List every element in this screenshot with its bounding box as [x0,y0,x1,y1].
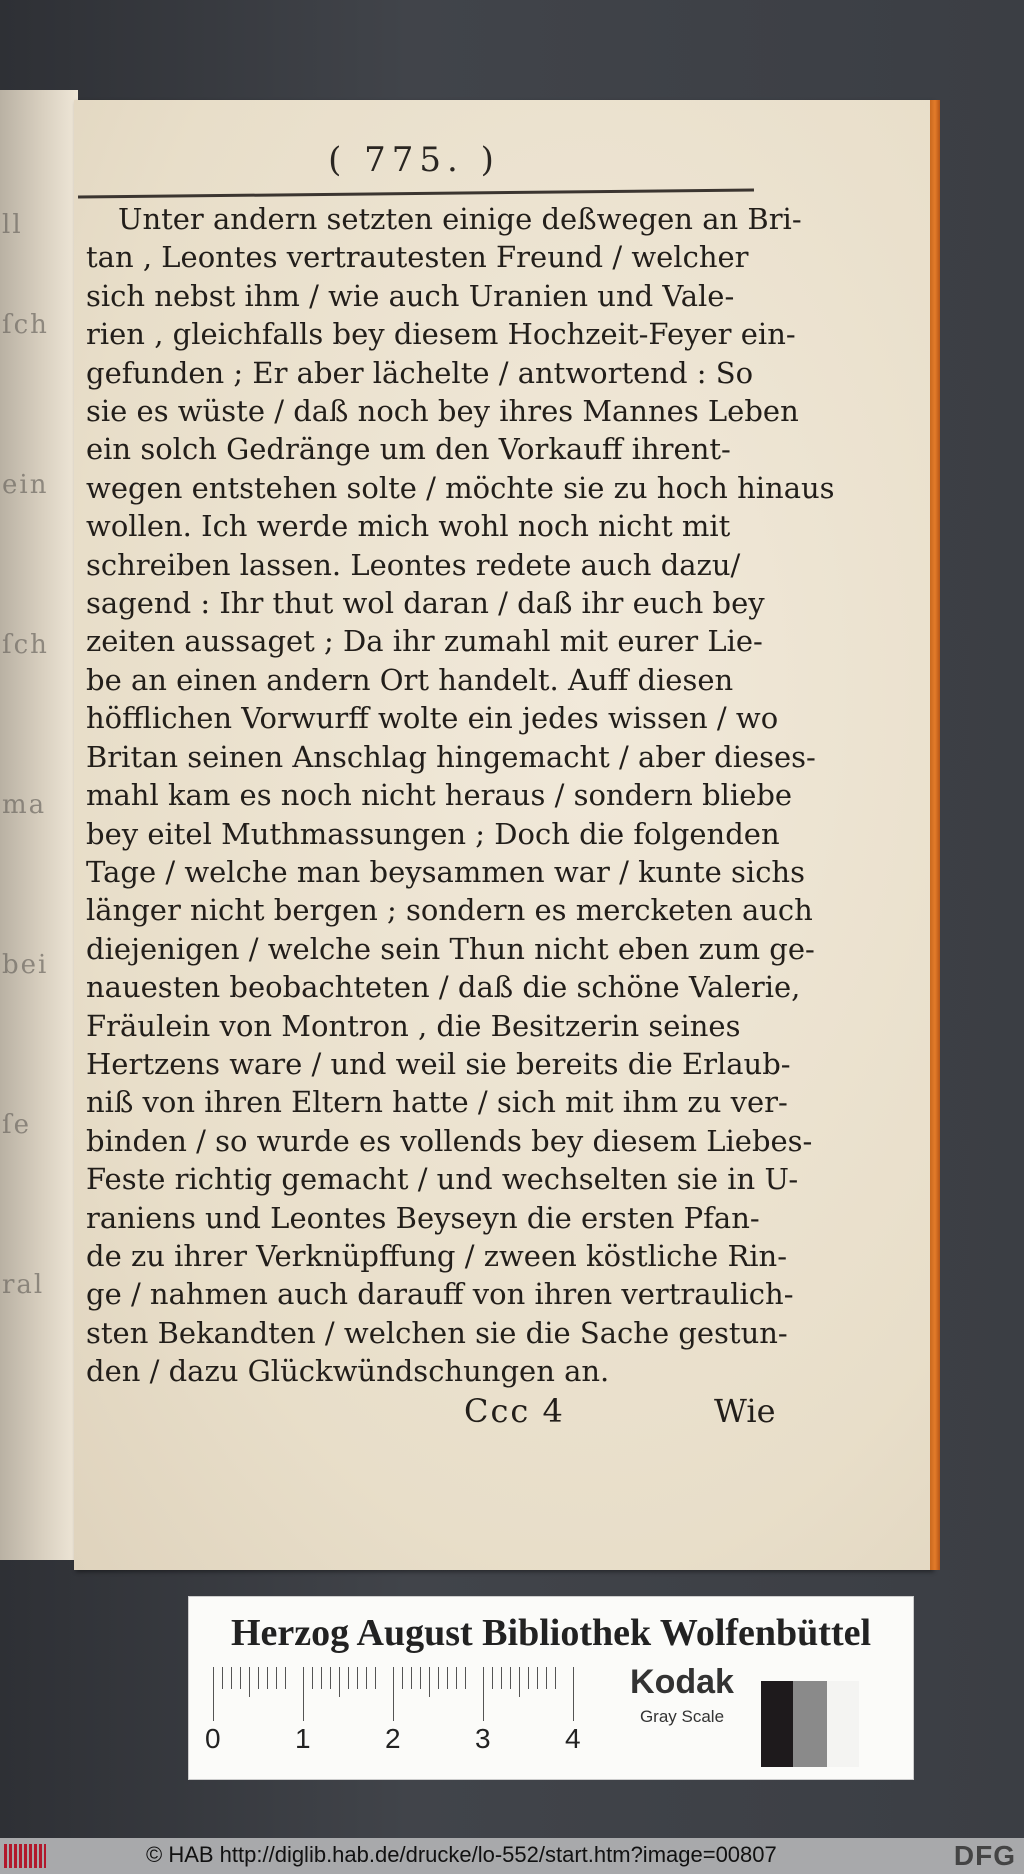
catchword: Wie [714,1392,776,1430]
text-line: zeiten aussaget ; Da ihr zumahl mit eurer Lie- [86,624,763,659]
text-line: bey eitel Muthmassungen ; Doch die folgenden [86,816,780,851]
dfg-logo: DFG [953,1840,1016,1871]
scale-number: 1 [295,1723,311,1754]
text-line: raniens und Leontes Beyseyn die ersten Pfan- [86,1200,760,1235]
text-line: schreiben lassen. Leontes redete auch dazu/ [86,547,741,582]
gray-patch-mid [793,1681,827,1767]
text-line: Hertzens ware / und weil sie bereits die Erlaub- [86,1046,791,1081]
page-footer-line [74,1392,794,1436]
text-line: sten Bekandten / welchen sie die Sache gestun- [86,1315,788,1350]
text-line: diejenigen / welche sein Thun nicht eben zum ge- [86,931,815,966]
text-line: Unter andern setzten einige deßwegen an Bri- [118,202,802,236]
text-line: ge / nahmen auch darauff von ihren vertraulich- [86,1277,794,1312]
text-line: sagend : Ihr thut wol daran / daß ihr euch bey [86,586,765,621]
page-edge [930,100,940,1570]
text-line: wollen. Ich werde mich wohl noch nicht mit [86,509,731,544]
text-line: sie es wüste / daß noch bey ihres Mannes Leben [86,394,799,429]
text-line: länger nicht bergen ; sondern es mercketen auch [86,893,813,928]
kodak-logo: Kodak [630,1663,734,1701]
previous-page-edge: ll ſch ein ſch ma bei ſe ral [0,90,78,1560]
library-color-card [188,1596,914,1780]
gray-scale-label: Gray Scale [639,1707,725,1726]
scale-number: 2 [385,1723,401,1754]
text-line: den / dazu Glückwündschungen an. [86,1354,610,1389]
text-line: höfflichen Vorwurff wolte ein jedes wissen / wo [86,701,779,736]
book-page [74,100,932,1570]
scale-number: 0 [205,1723,221,1754]
text-line: de zu ihrer Verknüpffung / zween köstliche Rin- [86,1238,788,1273]
text-line: sich nebst ihm / wie auch Uranien und Vale- [86,278,735,313]
scale-number: 4 [565,1723,581,1754]
text-line: mahl kam es noch nicht heraus / sondern bliebe [86,778,793,813]
text-line: Britan seinen Anschlag hingemacht / aber dieses- [86,739,816,774]
library-title: Herzog August Bibliothek Wolfenbüttel [230,1612,872,1654]
text-line: niß von ihren Eltern hatte / sich mit ihm zu ver- [86,1085,788,1120]
text-line: gefunden ; Er aber lächelte / antwortend : So [86,355,754,390]
gray-patch-dark [761,1681,793,1767]
text-line: be an einen andern Ort handelt. Auff diesen [86,662,734,697]
text-line: ein solch Gedränge um den Vorkauff ihrent- [86,432,731,467]
body-text [86,200,835,1391]
barcode-icon [4,1844,46,1868]
page-number-header: ( 775. ) [328,140,500,180]
text-line: Feste richtig gemacht / und wechselten sie in U- [86,1162,799,1197]
text-line: nauesten beobachteten / daß die schöne Valerie, [86,970,801,1005]
text-line: wegen entstehen solte / möchte sie zu hoch hinaus [86,470,835,505]
text-line: Tage / welche man beysammen war / kunte sichs [86,854,805,889]
ruler-scale [205,1667,593,1767]
footer-bar [0,1838,1024,1874]
text-line: tan , Leontes vertrautesten Freund / welcher [86,240,749,275]
text-line: binden / so wurde es vollends bey diesem Liebes- [86,1123,813,1158]
source-link[interactable]: © HAB http://diglib.hab.de/drucke/lo-552/start.htm?image=00807 [146,1842,777,1867]
text-line: Fräulein von Montron , die Besitzerin seines [86,1008,741,1043]
header-rule [78,188,754,198]
gray-patch-light [827,1681,859,1767]
signature-mark: Ccc 4 [464,1392,565,1430]
text-line: rien , gleichfalls bey diesem Hochzeit-Feyer ein- [86,317,796,352]
scale-number: 3 [475,1723,491,1754]
